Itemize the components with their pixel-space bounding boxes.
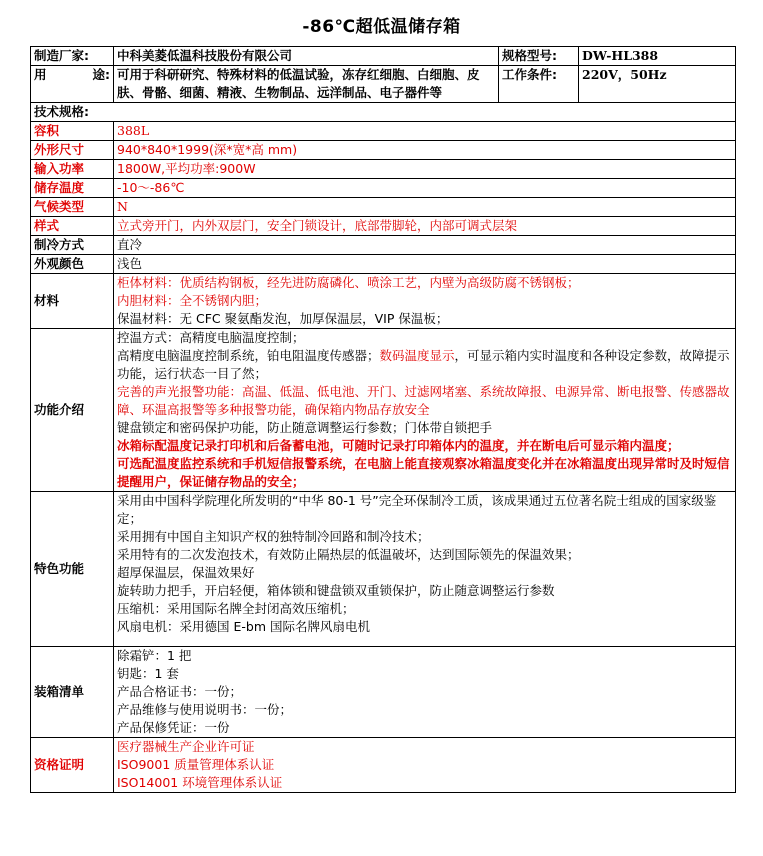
maker-label: 制造厂家: <box>31 47 114 66</box>
function-line-recorder: 冰箱标配温度记录打印机和后备蓄电池，可随时记录打印箱体内的温度，并在断电后可显示箱内温度； <box>117 438 680 453</box>
feature-line: 风扇电机：采用德国 E-bm 国际名牌风扇电机 <box>117 619 370 634</box>
spec-value-color: 浅色 <box>114 255 736 274</box>
use-value: 可用于科研研究、特殊材料的低温试验，冻存红细胞、白细胞、皮肤、骨骼、细菌、精液、生物制品、远洋制品、电子器件等 <box>114 66 499 103</box>
spec-value-power: 1800W,平均功率:900W <box>114 160 736 179</box>
packing-line: 产品维修与使用说明书：一份； <box>117 702 293 717</box>
cert-line: ISO9001 质量管理体系认证 <box>117 757 275 772</box>
function-line-control: 控温方式：高精度电脑温度控制； <box>117 330 305 345</box>
spec-row-temperature <box>31 179 736 198</box>
spec-label-dimensions: 外形尺寸 <box>31 141 114 160</box>
model-label: 规格型号: <box>499 47 579 66</box>
function-value <box>114 329 736 492</box>
feature-row <box>31 492 736 647</box>
function-display-a: 高精度电脑温度控制系统，铂电阻温度传感器； <box>117 348 380 363</box>
cert-line: 医疗器械生产企业许可证 <box>117 739 255 754</box>
material-value <box>114 274 736 329</box>
function-line-monitor: 可选配温度监控系统和手机短信报警系统，在电脑上能直接观察冰箱温度变化并在冰箱温度出现异常时及时短信提醒用户，保证储存物品的安全； <box>117 456 730 489</box>
packing-label: 装箱清单 <box>31 647 114 738</box>
tech-row <box>31 103 736 122</box>
certs-row <box>31 738 736 793</box>
packing-line: 除霜铲：1 把 <box>117 648 192 663</box>
material-line-liner: 内胆材料：全不锈钢内胆； <box>117 293 268 308</box>
packing-row <box>31 647 736 738</box>
packing-value <box>114 647 736 738</box>
model-value: DW-HL388 <box>579 47 736 66</box>
material-line-insulation: 保温材料：无 CFC 聚氨酯发泡，加厚保温层，VIP 保温板； <box>117 311 449 326</box>
spec-label-style: 样式 <box>31 217 114 236</box>
material-label: 材料 <box>31 274 114 329</box>
function-line-lock: 键盘锁定和密码保护功能，防止随意调整运行参数；门体带自锁把手 <box>117 420 493 435</box>
tech-label: 技术规格: <box>31 103 736 122</box>
feature-line: 压缩机：采用国际名牌全封闭高效压缩机； <box>117 601 355 616</box>
spec-value-volume: 388L <box>114 122 736 141</box>
spec-value-dimensions: 940*840*1999(深*宽*高 mm) <box>114 141 736 160</box>
cert-line: ISO14001 环境管理体系认证 <box>117 775 283 790</box>
spec-label-volume: 容积 <box>31 122 114 141</box>
spec-table <box>30 46 736 793</box>
spec-row-volume <box>31 122 736 141</box>
spec-value-cooling: 直冷 <box>114 236 736 255</box>
packing-line: 产品保修凭证：一份 <box>117 720 230 735</box>
function-display-b: 数码温度显示 <box>379 348 455 363</box>
certs-value <box>114 738 736 793</box>
use-label <box>31 66 114 103</box>
maker-value: 中科美菱低温科技股份有限公司 <box>114 47 499 66</box>
use-label-a: 用 <box>34 67 47 82</box>
maker-row <box>31 47 736 66</box>
feature-label: 特色功能 <box>31 492 114 647</box>
spec-row-dimensions <box>31 141 736 160</box>
spec-row-power <box>31 160 736 179</box>
feature-line: 采用特有的二次发泡技术，有效防止隔热层的低温破坏，达到国际领先的保温效果； <box>117 547 580 562</box>
spec-label-cooling: 制冷方式 <box>31 236 114 255</box>
work-value: 220V，50Hz <box>579 66 736 103</box>
spec-label-color: 外观颜色 <box>31 255 114 274</box>
spec-row-cooling <box>31 236 736 255</box>
spec-value-temperature: -10～-86℃ <box>114 179 736 198</box>
spec-row-color <box>31 255 736 274</box>
feature-line: 采用由中国科学院理化所发明的“中华 80-1 号”完全环保制冷工质，该成果通过五位著名院士组成的国家级鉴定； <box>117 493 717 526</box>
spec-value-climate: N <box>114 198 736 217</box>
function-line-alarm: 完善的声光报警功能：高温、低温、低电池、开门、过滤网堵塞、系统故障报、电源异常、断电报警、传感器故障、环温高报警等多种报警功能，确保箱内物品存放安全 <box>117 384 730 417</box>
spec-value-style: 立式旁开门，内外双层门，安全门锁设计，底部带脚轮，内部可调式层架 <box>114 217 736 236</box>
use-row <box>31 66 736 103</box>
work-label: 工作条件: <box>499 66 579 103</box>
function-display-c: ，可显示箱内实时温度和各种设定参数，故障提示功能，运行状态一目了然； <box>117 348 730 381</box>
spec-label-climate: 气候类型 <box>31 198 114 217</box>
spec-row-style <box>31 217 736 236</box>
function-label: 功能介绍 <box>31 329 114 492</box>
spec-row-climate <box>31 198 736 217</box>
function-row <box>31 329 736 492</box>
spec-label-power: 输入功率 <box>31 160 114 179</box>
material-row <box>31 274 736 329</box>
packing-line: 钥匙：1 套 <box>117 666 179 681</box>
function-line-display <box>117 347 732 383</box>
use-label-b: 途: <box>92 67 110 82</box>
feature-line: 旋转助力把手，开启轻便，箱体锁和键盘锁双重锁保护，防止随意调整运行参数 <box>117 583 555 598</box>
feature-line: 采用拥有中国自主知识产权的独特制冷回路和制冷技术； <box>117 529 430 544</box>
feature-value <box>114 492 736 647</box>
spec-label-temperature: 储存温度 <box>31 179 114 198</box>
document-title: -86℃超低温储存箱 <box>302 17 461 37</box>
feature-line: 超厚保温层，保温效果好 <box>117 565 255 580</box>
material-line-cabinet: 柜体材料：优质结构钢板，经先进防腐磷化、喷涂工艺，内壁为高级防腐不锈钢板； <box>117 275 580 290</box>
packing-line: 产品合格证书：一份； <box>117 684 243 699</box>
certs-label: 资格证明 <box>31 738 114 793</box>
